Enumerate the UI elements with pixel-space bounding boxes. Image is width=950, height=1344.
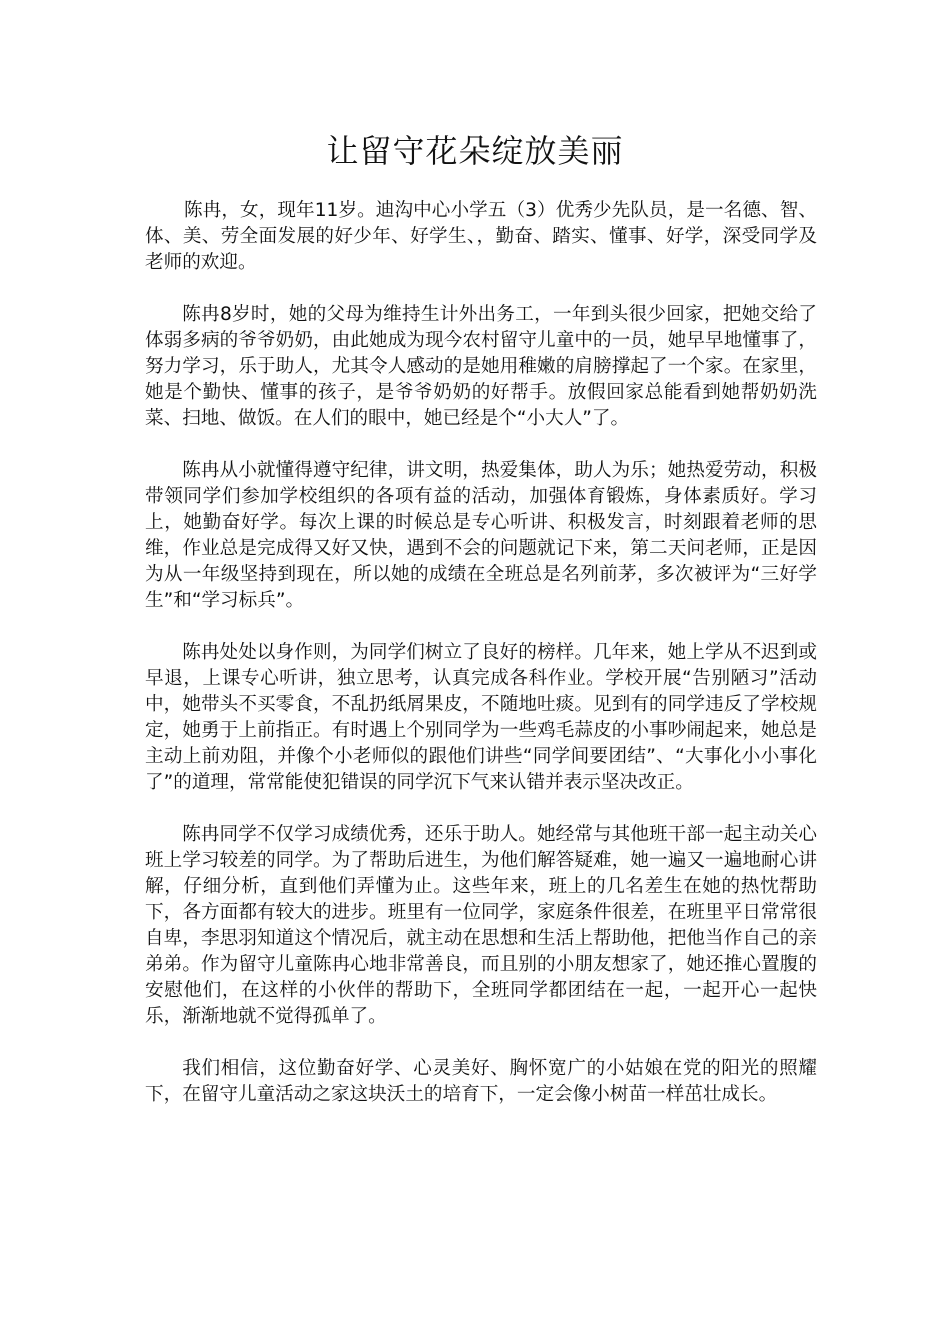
paragraph-intro: 陈冉，女，现年11岁。迪沟中心小学五（3）优秀少先队员，是一名德、智、体、美、劳全面发展的好少年、好学生、，勤奋、踏实、懂事、好学，深受同学及老师的欢迎。 xyxy=(145,200,817,273)
paragraph-family: 陈冉8岁时，她的父母为维持生计外出务工，一年到头很少回家，把她交给了体弱多病的爷爷奶奶，由此她成为现今农村留守儿童中的一员，她早早地懂事了，努力学习，乐于助人，尤其令人感动的是她用稚嫩的肩膀撑起了一个家。在家里，她是个勤快、懂事的孩子，是爷爷奶奶的好帮手。放假回家总能看到她帮奶奶洗菜、扫地、做饭。在人们的眼中，她已经是个“小大人”了。 xyxy=(145,304,817,429)
document-body xyxy=(145,198,817,1134)
document-title: 让留守花朵绽放美丽 xyxy=(326,132,624,170)
paragraph-conclusion: 我们相信，这位勤奋好学、心灵美好、胸怀宽广的小姑娘在党的阳光的照耀下，在留守儿童活动之家这块沃土的培育下，一定会像小树苗一样茁壮成长。 xyxy=(145,1058,817,1105)
paragraph-helping: 陈冉同学不仅学习成绩优秀，还乐于助人。她经常与其他班干部一起主动关心班上学习较差的同学。为了帮助后进生，为他们解答疑难，她一遍又一遍地耐心讲解，仔细分析，直到他们弄懂为止。这些年来，班上的几名差生在她的热忱帮助下，各方面都有较大的进步。班里有一位同学，家庭条件很差，在班里平日常常很自卑，李思羽知道这个情况后，就主动在思想和生活上帮助他，把他当作自己的亲弟弟。作为留守儿童陈冉心地非常善良，而且别的小朋友想家了，她还推心置腹的安慰他们，在这样的小伙伴的帮助下，全班同学都团结在一起，一起开心一起快乐，渐渐地就不觉得孤单了。 xyxy=(145,824,817,1027)
paragraph-study: 陈冉从小就懂得遵守纪律，讲文明，热爱集体，助人为乐；她热爱劳动，积极带领同学们参加学校组织的各项有益的活动，加强体育锻炼，身体素质好。学习上，她勤奋好学。每次上课的时候总是专心听讲、积极发言，时刻跟着老师的思维，作业总是完成得又好又快，遇到不会的问题就记下来，第二天问老师，正是因为从一年级坚持到现在，所以她的成绩在全班总是名列前茅，多次被评为“三好学生”和“学习标兵”。 xyxy=(145,460,817,611)
paragraph-role-model: 陈冉处处以身作则，为同学们树立了良好的榜样。几年来，她上学从不迟到或早退，上课专心听讲，独立思考，认真完成各科作业。学校开展“告别陋习”活动中，她带头不买零食，不乱扔纸屑果皮，不随地吐痰。见到有的同学违反了学校规定，她勇于上前指正。有时遇上个别同学为一些鸡毛蒜皮的小事吵闹起来，她总是主动上前劝阻，并像个小老师似的跟他们讲些“同学间要团结”、“大事化小小事化了”的道理，常常能使犯错误的同学沉下气来认错并表示坚决改正。 xyxy=(145,642,817,793)
